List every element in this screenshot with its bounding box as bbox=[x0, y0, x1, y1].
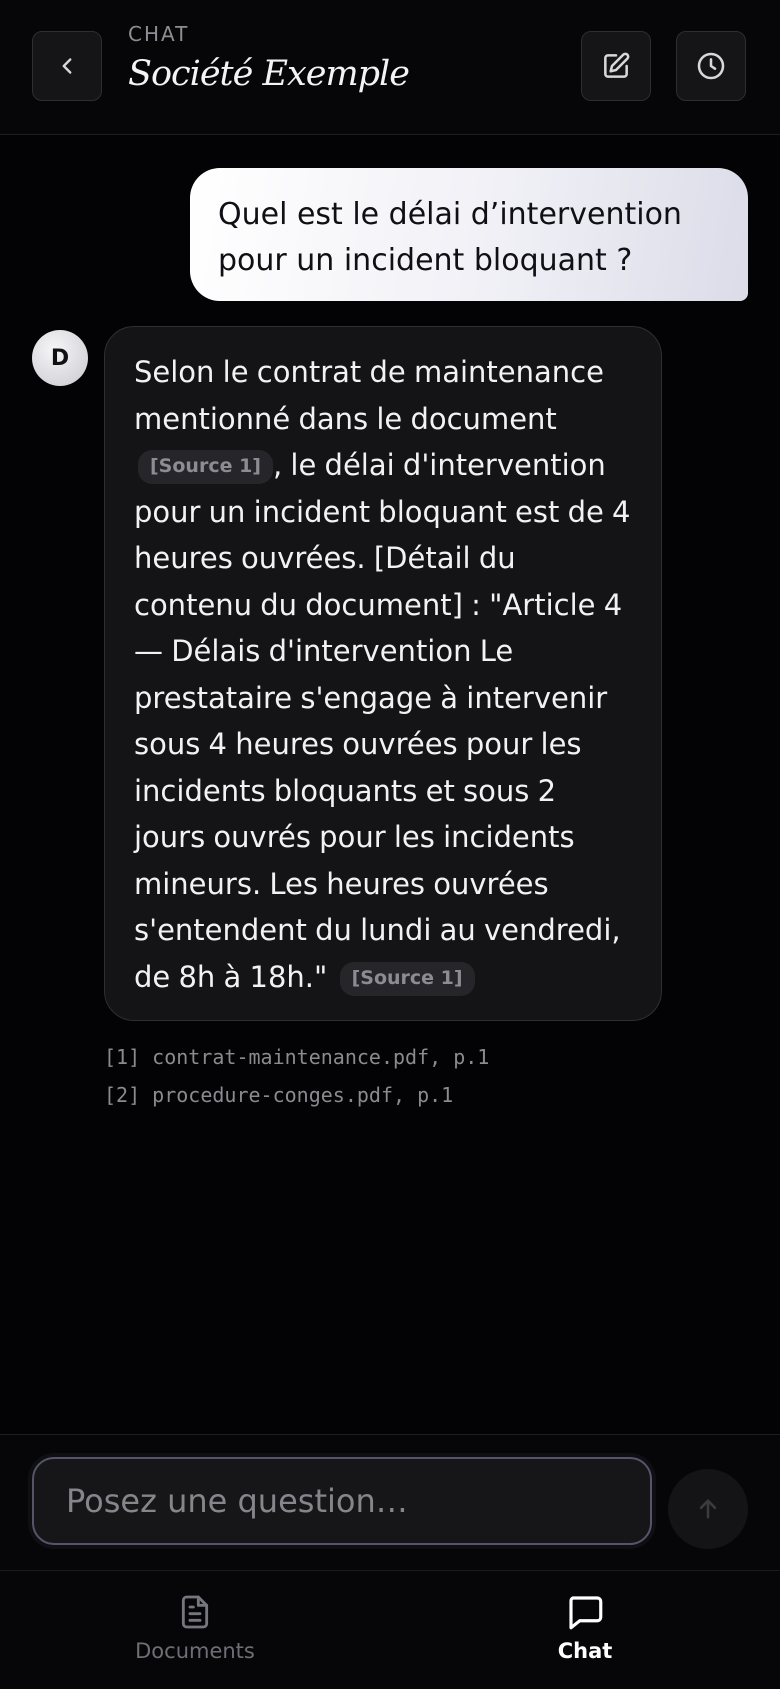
chat-header bbox=[0, 0, 780, 135]
user-message bbox=[190, 168, 748, 301]
assistant-message bbox=[104, 326, 662, 1021]
page-title: Société Exemple bbox=[128, 54, 409, 94]
tab-documents[interactable] bbox=[95, 1591, 295, 1681]
clock-icon bbox=[695, 50, 727, 82]
composer bbox=[0, 1434, 780, 1571]
arrow-up-icon bbox=[694, 1495, 722, 1523]
user-message-text: Quel est le délai d’intervention pour un incident bloquant ? bbox=[218, 197, 682, 278]
bottom-tab-bar bbox=[0, 1570, 780, 1689]
chat-bubble-icon bbox=[563, 1591, 607, 1633]
assistant-message-text-2: , le délai d'intervention pour un incident bloquant est de 4 heures ouvrées. [Détail du contenu du document] : "Article 4 — Délais d'intervention Le prestataire s'engage à intervenir sous 4 heures ouvrées pour les incidents bloquants et sous 2 jours ouvrés pour les incidents mineurs. Les heures ouvrées s'entendent du lundi au vendredi, de 8h à 18h." bbox=[134, 448, 631, 994]
question-input-wrapper bbox=[32, 1457, 652, 1545]
document-icon bbox=[175, 1591, 215, 1633]
source-chip[interactable]: [Source 1] bbox=[340, 962, 475, 996]
assistant-message-text-1: Selon le contrat de maintenance mentionné dans le document bbox=[134, 355, 604, 436]
source-chip[interactable]: [Source 1] bbox=[138, 450, 273, 484]
tab-chat[interactable] bbox=[485, 1591, 685, 1681]
chevron-left-icon bbox=[54, 53, 80, 79]
tab-documents-label: Documents bbox=[135, 1639, 255, 1663]
citation-item[interactable]: [2] procedure-conges.pdf, p.1 bbox=[104, 1083, 454, 1107]
header-kicker: CHAT bbox=[128, 22, 190, 46]
edit-icon bbox=[600, 50, 632, 82]
back-button[interactable] bbox=[32, 31, 102, 101]
send-button[interactable] bbox=[668, 1469, 748, 1549]
history-button[interactable] bbox=[676, 31, 746, 101]
citation-item[interactable]: [1] contrat-maintenance.pdf, p.1 bbox=[104, 1045, 490, 1069]
new-chat-button[interactable] bbox=[581, 31, 651, 101]
tab-chat-label: Chat bbox=[557, 1639, 613, 1663]
citations-list bbox=[104, 1038, 489, 1114]
question-input[interactable] bbox=[34, 1459, 650, 1543]
assistant-avatar: D bbox=[32, 330, 88, 386]
